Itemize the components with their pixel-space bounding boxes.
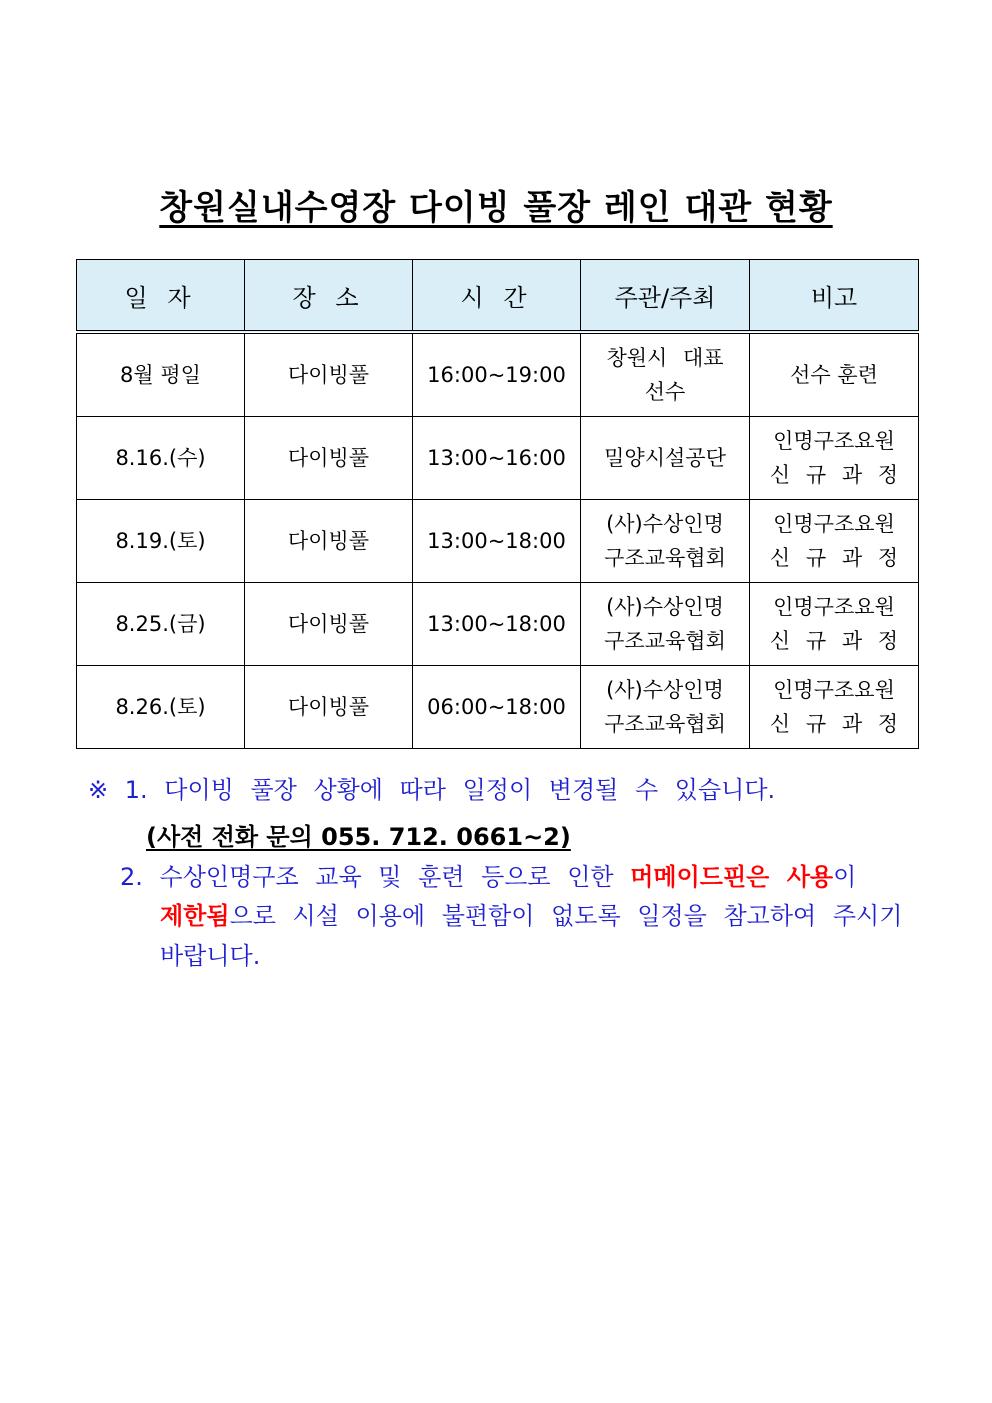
table-row bbox=[77, 583, 919, 666]
cell-host bbox=[581, 417, 750, 500]
cell-note bbox=[750, 583, 919, 666]
cell-host bbox=[581, 332, 750, 417]
table-header-row bbox=[77, 260, 919, 333]
cell-note-line: 신 규 과 정 bbox=[769, 629, 899, 653]
header-date: 일 자 bbox=[77, 260, 245, 333]
cell-host-line: 밀양시설공단 bbox=[604, 446, 726, 470]
cell-host-line: 선수 bbox=[644, 380, 686, 404]
cell-host-line: 구조교육협회 bbox=[604, 712, 726, 736]
cell-host bbox=[581, 666, 750, 749]
cell-time: 06:00~18:00 bbox=[413, 666, 581, 749]
cell-note bbox=[750, 500, 919, 583]
cell-note-line: 인명구조요원 bbox=[773, 429, 895, 453]
cell-date: 8월 평일 bbox=[77, 332, 245, 417]
table-row bbox=[77, 666, 919, 749]
table-row bbox=[77, 500, 919, 583]
cell-time: 13:00~16:00 bbox=[413, 417, 581, 500]
header-place: 장 소 bbox=[245, 260, 413, 333]
cell-date: 8.26.(토) bbox=[77, 666, 245, 749]
table-row bbox=[77, 332, 919, 417]
cell-note-line: 신 규 과 정 bbox=[769, 463, 899, 487]
cell-place: 다이빙풀 bbox=[245, 417, 413, 500]
note-line-2-highlight: 머메이드핀은 사용 bbox=[630, 863, 834, 891]
cell-note-line: 선수 훈련 bbox=[790, 363, 878, 387]
cell-note bbox=[750, 332, 919, 417]
cell-place: 다이빙풀 bbox=[245, 583, 413, 666]
header-host: 주관/주최 bbox=[581, 260, 750, 333]
cell-time: 16:00~19:00 bbox=[413, 332, 581, 417]
cell-place: 다이빙풀 bbox=[245, 332, 413, 417]
cell-note-line: 인명구조요원 bbox=[773, 512, 895, 536]
cell-host bbox=[581, 583, 750, 666]
cell-place: 다이빙풀 bbox=[245, 666, 413, 749]
cell-note-line: 인명구조요원 bbox=[773, 595, 895, 619]
note-line-3 bbox=[160, 896, 902, 931]
header-note: 비고 bbox=[750, 260, 919, 333]
phone-inquiry-text: (사전 전화 문의 055. 712. 0661~2) bbox=[146, 823, 571, 851]
cell-host-line: 창원시 대표 bbox=[606, 346, 724, 370]
page-title-text: 창원실내수영장 다이빙 풀장 레인 대관 현황 bbox=[159, 188, 833, 228]
note-line-3-highlight: 제한됨 bbox=[160, 902, 230, 930]
table-row bbox=[77, 417, 919, 500]
cell-host-line: (사)수상인명 bbox=[606, 678, 724, 702]
schedule-table bbox=[76, 259, 919, 749]
cell-note-line: 신 규 과 정 bbox=[769, 546, 899, 570]
cell-host-line: (사)수상인명 bbox=[606, 512, 724, 536]
note-line-3-post: 으로 시설 이용에 불편함이 없도록 일정을 참고하여 주시기 bbox=[229, 902, 903, 930]
note-line-1: ※ 1. 다이빙 풀장 상황에 따라 일정이 변경될 수 있습니다. bbox=[88, 776, 776, 804]
note-phone bbox=[146, 817, 571, 852]
cell-note bbox=[750, 417, 919, 500]
header-time: 시 간 bbox=[413, 260, 581, 333]
cell-note-line: 인명구조요원 bbox=[773, 678, 895, 702]
page-title bbox=[0, 180, 992, 229]
cell-host-line: (사)수상인명 bbox=[606, 595, 724, 619]
cell-date: 8.19.(토) bbox=[77, 500, 245, 583]
cell-note-line: 신 규 과 정 bbox=[769, 712, 899, 736]
cell-note bbox=[750, 666, 919, 749]
note-line-4: 바랍니다. bbox=[160, 942, 261, 970]
cell-date: 8.16.(수) bbox=[77, 417, 245, 500]
cell-host-line: 구조교육협회 bbox=[604, 546, 726, 570]
cell-date: 8.25.(금) bbox=[77, 583, 245, 666]
cell-place: 다이빙풀 bbox=[245, 500, 413, 583]
cell-time: 13:00~18:00 bbox=[413, 500, 581, 583]
note-line-2-pre: 2. 수상인명구조 교육 및 훈련 등으로 인한 bbox=[120, 863, 631, 891]
note-line-2-post: 이 bbox=[833, 863, 857, 891]
cell-host bbox=[581, 500, 750, 583]
cell-host-line: 구조교육협회 bbox=[604, 629, 726, 653]
cell-time: 13:00~18:00 bbox=[413, 583, 581, 666]
note-line-2 bbox=[120, 857, 856, 892]
